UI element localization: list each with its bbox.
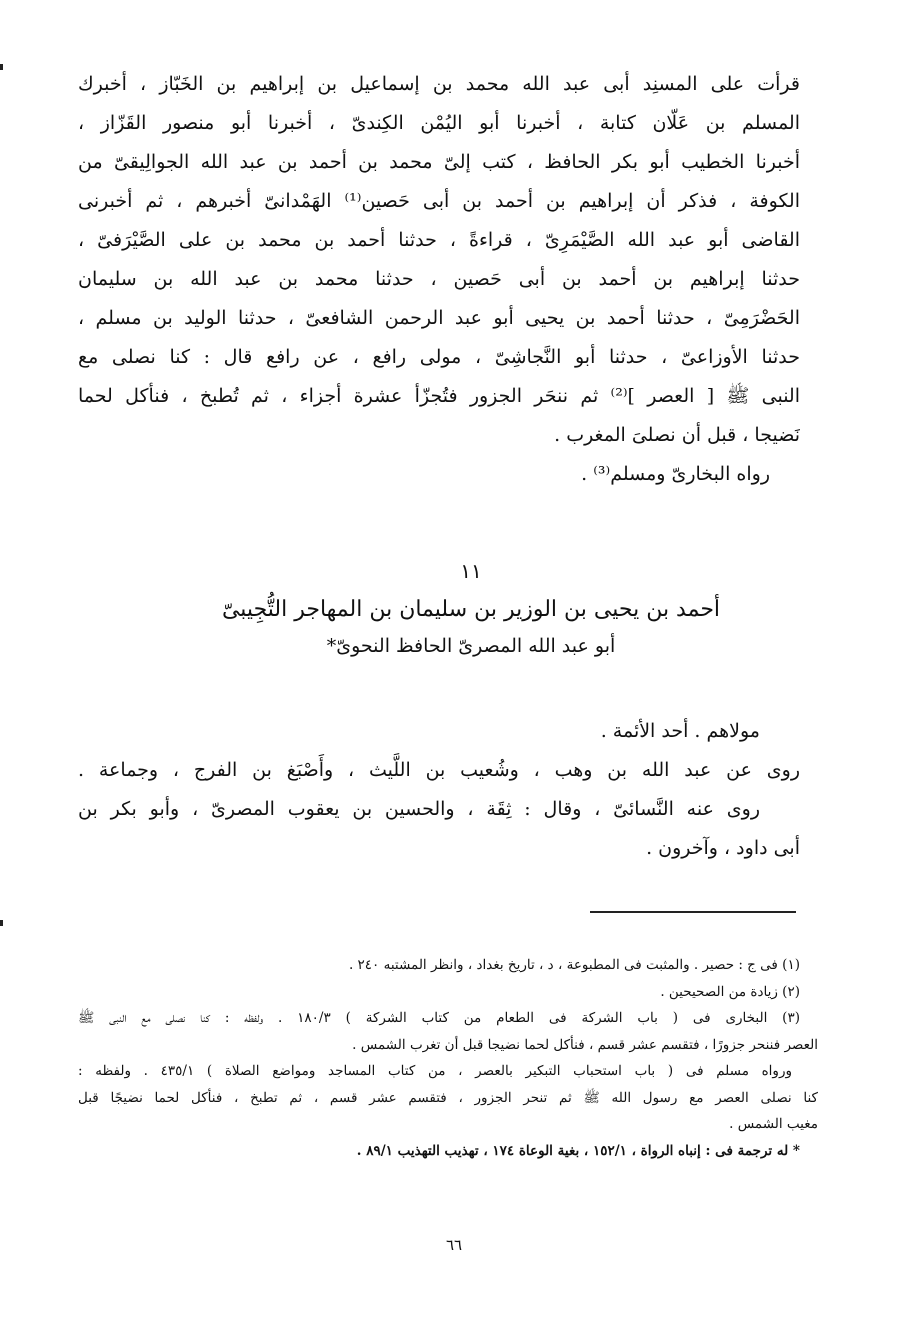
narration-line: نَضيجا ، قبل أن نصلىَ المغرب .	[554, 424, 800, 446]
narration-line: النبى ﷺ [ العصر ]⁽²⁾ ثم ننحَر الجزور فتُجزّأ عشرة أجزاء ، ثم تُطبخ ، فنأكل لحما	[78, 385, 800, 407]
narration-line: الكوفة ، فذكر أن إبراهيم بن أحمد بن أبى حَصين⁽¹⁾ الهَمْدانىّ أخبرهم ، ثم أخبرنى	[78, 190, 800, 212]
narration-line: أخبرنا الخطيب أبو بكر الحافظ ، كتب إلىّ محمد بن أحمد بن عبد الله الجوالِيقىّ من	[78, 151, 800, 173]
footnote-line: (٣) البخارى فى ( باب الشركة فى الطعام من كتاب الشركة ) ١٨٠/٣ . ولفظه : كنا نصلى مع النبى ﷺ	[78, 1010, 800, 1026]
narration-paragraph	[78, 65, 800, 494]
footnote-line: ورواه مسلم فى ( باب استحباب التبكير بالعصر ، من كتاب المساجد ومواضع الصلاة ) ٤٣٥/١ . ولفظه :	[78, 1063, 792, 1079]
bio-line: مولاهم . أحد الأئمة .	[600, 720, 760, 742]
narration-line: المسلم بن عَلّان كتابة ، أخبرنا أبو اليُمْن الكِندىّ ، أخبرنا أبو منصور القَزّاز ،	[78, 112, 800, 134]
narration-line: الحَضْرَمِىّ ، حدثنا أحمد بن يحيى أبو عبد الرحمن الشافعىّ ، حدثنا الوليد بن مسلم ،	[78, 307, 800, 329]
left-edge-mark-top	[0, 64, 3, 70]
footnote-separator	[590, 911, 796, 913]
bio-line: روى عنه النَّسائىّ ، وقال : ثِقَة ، والحسين بن يعقوب المصرىّ ، وأبو بكر بن	[78, 798, 760, 820]
narration-line: قرأت على المسنِد أبى عبد الله محمد بن إسماعيل بن إبراهيم بن الخَبّاز ، أخبرك	[78, 73, 800, 95]
footnote-line: * له ترجمة فى : إنباه الرواة ، ١٥٢/١ ، بغية الوعاة ١٧٤ ، تهذيب التهذيب ٨٩/١ .	[356, 1142, 800, 1159]
entry-number: ١١	[460, 559, 482, 583]
footnote-line: كنا نصلى العصر مع رسول الله ﷺ ثم تنحر الجزور ، فتقسم عشر قسم ، ثم تطبخ ، فنأكل لحما نضيجًا قبل	[78, 1089, 818, 1106]
left-edge-mark-bottom	[0, 920, 3, 926]
footnote-line: (١) فى ج : حصير . والمثبت فى المطبوعة ، د ، تاريخ بغداد ، وانظر المشتبه ٢٤٠ .	[348, 957, 800, 973]
footnotes	[78, 952, 818, 1164]
footnote-line: العصر فننحر جزورًا ، فتقسم عشر قسم ، فنأكل لحما نضيجا قبل أن تغرب الشمس .	[352, 1036, 818, 1053]
entry-kunya-subheading: أبو عبد الله المصرىّ الحافظ النحوىّ*	[326, 635, 616, 657]
footnote-line: مغيب الشمس .	[729, 1116, 818, 1132]
page-number: ٦٦	[445, 1236, 463, 1254]
entry-name-heading: أحمد بن يحيى بن الوزير بن سليمان بن المهاجر التُّجِيبىّ	[221, 597, 721, 622]
biography-paragraph	[78, 712, 800, 868]
bio-line: روى عن عبد الله بن وهب ، وشُعيب بن اللَّيث ، وأَصْبَغ بن الفرج ، وجماعة .	[78, 759, 800, 781]
footnote-line: (٢) زيادة من الصحيحين .	[660, 983, 800, 1000]
attribution-line: رواه البخارىّ ومسلم⁽³⁾ .	[581, 463, 770, 485]
narration-line: حدثنا الأوزاعىّ ، حدثنا أبو النَّجاشِىّ ، مولى رافع ، عن رافع قال : كنا نصلى مع	[78, 346, 800, 368]
narration-line: حدثنا إبراهيم بن أحمد بن أبى حَصين ، حدثنا محمد بن عبد الله بن سليمان	[78, 268, 800, 290]
bio-line: أبى داود ، وآخرون .	[646, 837, 800, 859]
narration-line: القاضى أبو عبد الله الصَّيْمَرِىّ ، قراءةً ، حدثنا أحمد بن محمد بن على الصَّيْرَفىّ ،	[78, 229, 800, 251]
